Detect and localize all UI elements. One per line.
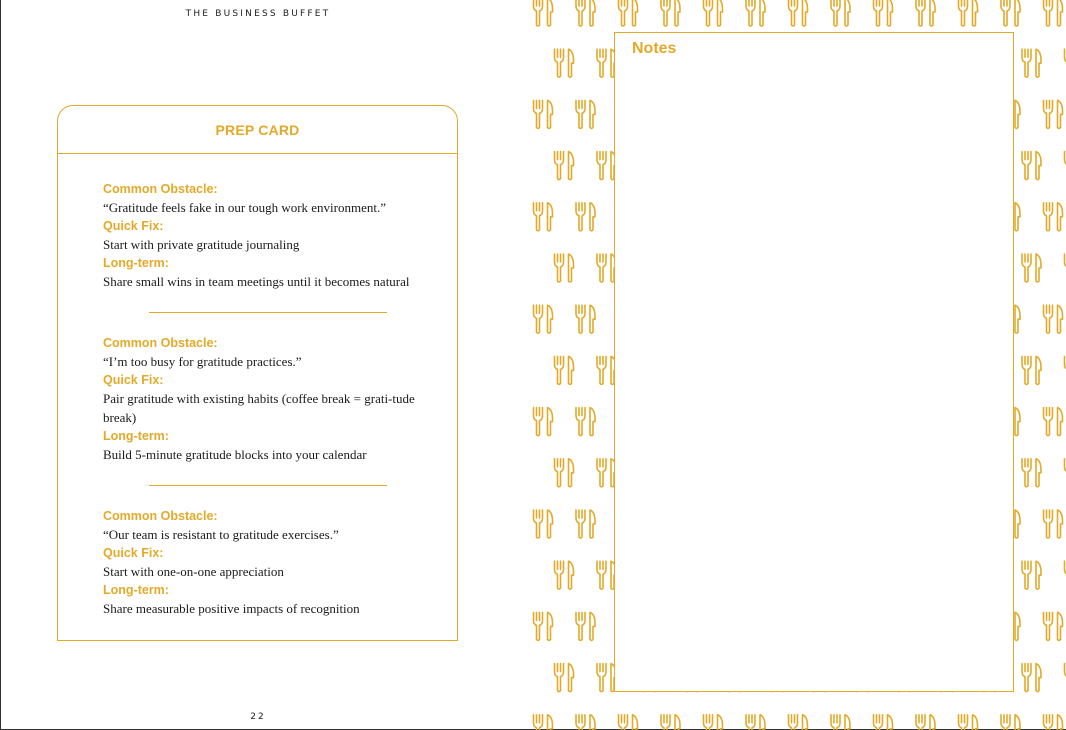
cutlery-icon [576,305,595,333]
cutlery-icon [1044,0,1063,26]
cutlery-icon [1022,49,1041,77]
quick-fix-label: Quick Fix: [103,373,164,387]
cutlery-icon [874,0,893,26]
cutlery-icon [1044,715,1063,730]
cutlery-icon [831,715,850,730]
cutlery-icon [746,715,765,730]
cutlery-icon [534,715,553,730]
cutlery-icon [534,0,553,26]
cutlery-icon [555,49,574,77]
cutlery-icon [1044,408,1063,436]
cutlery-icon [619,715,638,730]
cutlery-icon [576,715,595,730]
cutlery-icon [1022,356,1041,384]
cutlery-icon [831,0,850,26]
obstacle-text: “I’m too busy for gratitude practices.” [103,354,302,369]
cutlery-icon [555,561,574,589]
cutlery-icon [1022,152,1041,180]
cutlery-icon [555,459,574,487]
prep-card-header [58,106,457,154]
long-term-text: Share small wins in team meetings until it becomes natural [103,274,410,289]
cutlery-icon [576,203,595,231]
cutlery-icon [746,0,765,26]
cutlery-icon [1001,0,1020,26]
cutlery-icon [661,715,680,730]
prep-card-title: PREP CARD [215,122,300,138]
cutlery-icon [1022,459,1041,487]
prep-card-body [58,154,418,618]
cutlery-icon [789,715,808,730]
cutlery-icon [555,152,574,180]
cutlery-icon [534,203,553,231]
cutlery-icon [534,612,553,640]
cutlery-icon [1044,510,1063,538]
long-term-text: Build 5-minute gratitude blocks into your calendar [103,447,367,462]
quick-fix-label: Quick Fix: [103,219,164,233]
obstacle-label: Common Obstacle: [103,336,218,350]
obstacle-entry [103,180,418,291]
cutlery-icon [1044,305,1063,333]
cutlery-icon [1022,561,1041,589]
right-page [521,0,1066,730]
cutlery-icon [704,0,723,26]
obstacle-label: Common Obstacle: [103,182,218,196]
cutlery-icon [1044,203,1063,231]
quick-fix-text: Pair gratitude with existing habits (coffee break = grati-tude break) [103,391,415,425]
cutlery-icon [534,510,553,538]
obstacle-entry [103,507,418,618]
obstacle-label: Common Obstacle: [103,509,218,523]
cutlery-icon [576,408,595,436]
cutlery-icon [534,305,553,333]
quick-fix-label: Quick Fix: [103,546,164,560]
long-term-label: Long-term: [103,429,169,443]
cutlery-icon [916,0,935,26]
cutlery-icon [534,408,553,436]
page-number: 22 [250,712,266,722]
quick-fix-text: Start with one-on-one appreciation [103,564,284,579]
cutlery-icon [1044,100,1063,128]
cutlery-icon [959,715,978,730]
cutlery-icon [619,0,638,26]
notes-box[interactable] [614,32,1014,692]
long-term-text: Share measurable positive impacts of recognition [103,601,360,616]
prep-card [57,105,458,641]
cutlery-icon [789,0,808,26]
cutlery-icon [661,0,680,26]
cutlery-icon [534,100,553,128]
notes-title: Notes [632,40,677,57]
running-head: THE BUSINESS BUFFET [185,9,331,19]
entry-divider [149,312,387,313]
cutlery-icon [576,612,595,640]
cutlery-icon [874,715,893,730]
cutlery-icon [555,664,574,692]
obstacle-entry [103,334,418,464]
cutlery-icon [576,510,595,538]
obstacle-text: “Gratitude feels fake in our tough work environment.” [103,200,387,215]
obstacle-text: “Our team is resistant to gratitude exercises.” [103,527,339,542]
quick-fix-text: Start with private gratitude journaling [103,237,300,252]
cutlery-icon [576,100,595,128]
cutlery-icon [555,356,574,384]
cutlery-icon [576,0,595,26]
cutlery-icon [916,715,935,730]
cutlery-icon [704,715,723,730]
cutlery-icon [1044,612,1063,640]
long-term-label: Long-term: [103,583,169,597]
left-page [1,0,521,730]
cutlery-icon [1001,715,1020,730]
cutlery-icon [555,254,574,282]
long-term-label: Long-term: [103,256,169,270]
cutlery-icon [959,0,978,26]
cutlery-icon [1022,664,1041,692]
entry-divider [149,485,387,486]
cutlery-icon [1022,254,1041,282]
